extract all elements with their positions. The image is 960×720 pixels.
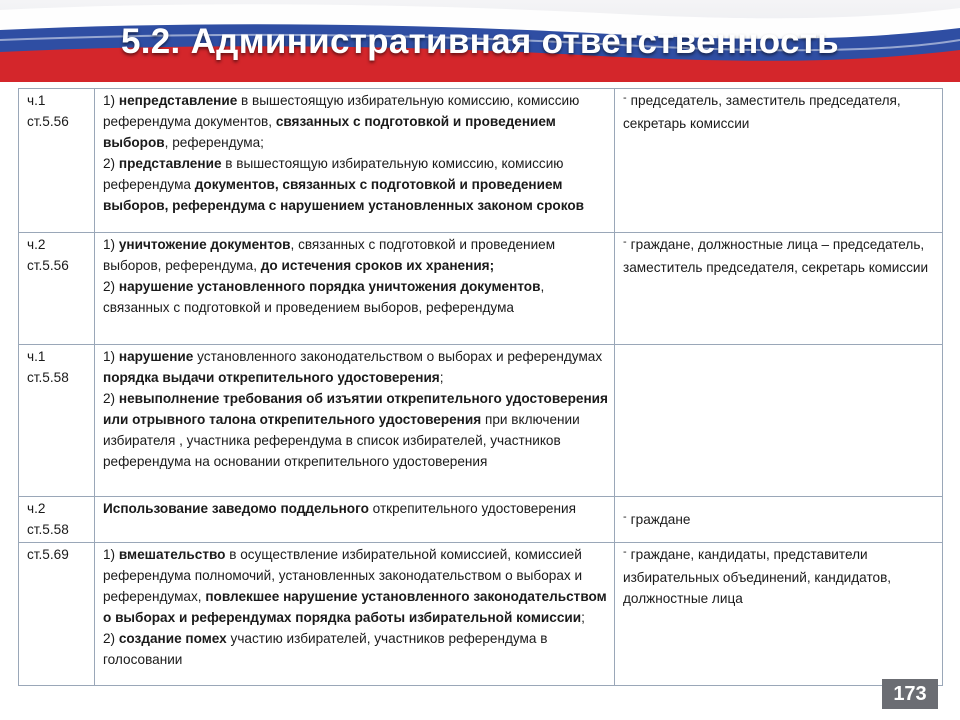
bold-text-segment: порядка выдачи открепительного удостоверения	[103, 370, 440, 385]
table-row	[19, 233, 943, 345]
text-segment: 2)	[103, 279, 119, 294]
bold-text-segment: невыполнение требования об изъятии открепительного удостоверения или отрывного талона открепительного удостоверения	[103, 391, 608, 427]
article-cell	[19, 345, 95, 497]
bold-text-segment: уничтожение документов	[118, 237, 291, 252]
description-cell	[95, 233, 615, 345]
article-line: ч.1	[27, 349, 46, 364]
table-row	[19, 89, 943, 233]
text-segment: 2)	[103, 631, 119, 646]
article-line: ч.2	[27, 237, 46, 252]
text-segment: 1)	[103, 93, 119, 108]
bold-text-segment: вмешательство	[118, 547, 226, 562]
subjects-cell	[615, 497, 943, 543]
text-segment: в вышестоящую избирательную комиссию, комиссию референдума	[103, 156, 564, 192]
text-segment: в осуществление избирательной комиссией, комиссией референдума полномочий, установленных законодательством о выборах и референдумах,	[103, 547, 583, 604]
subjects-text: граждане, кандидаты, представители избирательных объединений, кандидатов, должностные лица	[623, 547, 892, 606]
subjects-cell	[615, 89, 943, 233]
table-row	[19, 497, 943, 543]
text-segment: , связанных с подготовкой и проведением выборов, референдума	[103, 279, 545, 315]
bold-text-segment: создание помех	[118, 631, 227, 646]
text-segment: ;	[439, 370, 444, 385]
subjects-cell	[615, 233, 943, 345]
subjects-text: граждане, должностные лица – председатель, заместитель председателя, секретарь комиссии	[623, 237, 929, 275]
article-line: ст.5.58	[27, 522, 69, 537]
bullet-marker: -	[623, 510, 627, 523]
description-cell	[95, 89, 615, 233]
bullet-marker: -	[623, 92, 627, 104]
text-segment: 2)	[103, 391, 119, 406]
subjects-text: председатель, заместитель председателя, секретарь комиссии	[623, 93, 901, 131]
text-segment: при включении избирателя , участника референдума в список избирателей, участников референдума на основании открепительного удостоверения	[103, 412, 580, 469]
subjects-cell	[615, 543, 943, 686]
description-cell	[95, 497, 615, 543]
text-segment: 2)	[103, 156, 119, 171]
subjects-cell	[615, 345, 943, 497]
text-segment: 1)	[103, 547, 119, 562]
text-segment: участию избирателей, участников референдума в голосовании	[103, 631, 548, 667]
article-line: ч.1	[27, 93, 46, 108]
offenses-table	[18, 88, 943, 686]
description-cell	[95, 345, 615, 497]
slide-title: 5.2. Административная ответственность	[121, 22, 839, 61]
offenses-table-body	[19, 89, 943, 686]
article-line: ст.5.56	[27, 258, 69, 273]
bullet-marker: -	[623, 236, 627, 248]
article-line: ст.5.56	[27, 114, 69, 129]
article-cell	[19, 497, 95, 543]
text-segment: , референдума;	[164, 135, 264, 150]
bold-text-segment: Использование заведомо поддельного	[103, 501, 369, 516]
article-cell	[19, 543, 95, 686]
description-cell	[95, 543, 615, 686]
page-number: 173	[882, 679, 938, 709]
article-cell	[19, 233, 95, 345]
article-line: ч.2	[27, 501, 46, 516]
bold-text-segment: до истечения сроков их хранения;	[260, 258, 495, 273]
text-segment: установленного законодательством о выборах и референдумах	[193, 349, 603, 364]
article-cell	[19, 89, 95, 233]
bold-text-segment: нарушение	[118, 349, 194, 364]
bold-text-segment: документов, связанных с подготовкой и проведением выборов, референдума с нарушением установленных законом сроков	[103, 177, 585, 213]
text-segment: ;	[581, 610, 585, 625]
table-row	[19, 543, 943, 686]
bold-text-segment: представление	[118, 156, 222, 171]
text-segment: 1)	[103, 349, 119, 364]
article-line: ст.5.69	[27, 547, 69, 562]
text-segment: 1)	[103, 237, 119, 252]
subjects-text: граждане	[630, 511, 691, 527]
bold-text-segment: нарушение установленного порядка уничтожения документов	[118, 279, 541, 294]
table-row	[19, 345, 943, 497]
text-segment: , связанных с подготовкой и проведением выборов, референдума,	[103, 237, 556, 273]
text-segment: открепительного удостоверения	[368, 501, 576, 516]
bold-text-segment: непредставление	[118, 93, 238, 108]
bold-text-segment: повлекшее нарушение установленного законодательством о выборах и референдумах порядка работы избирательной комиссии	[103, 589, 607, 625]
article-line: ст.5.58	[27, 370, 69, 385]
bold-text-segment: связанных с подготовкой и проведением выборов	[103, 114, 556, 150]
bullet-marker: -	[623, 546, 627, 558]
text-segment: в вышестоящую избирательную комиссию, комиссию референдума документов,	[103, 93, 580, 129]
